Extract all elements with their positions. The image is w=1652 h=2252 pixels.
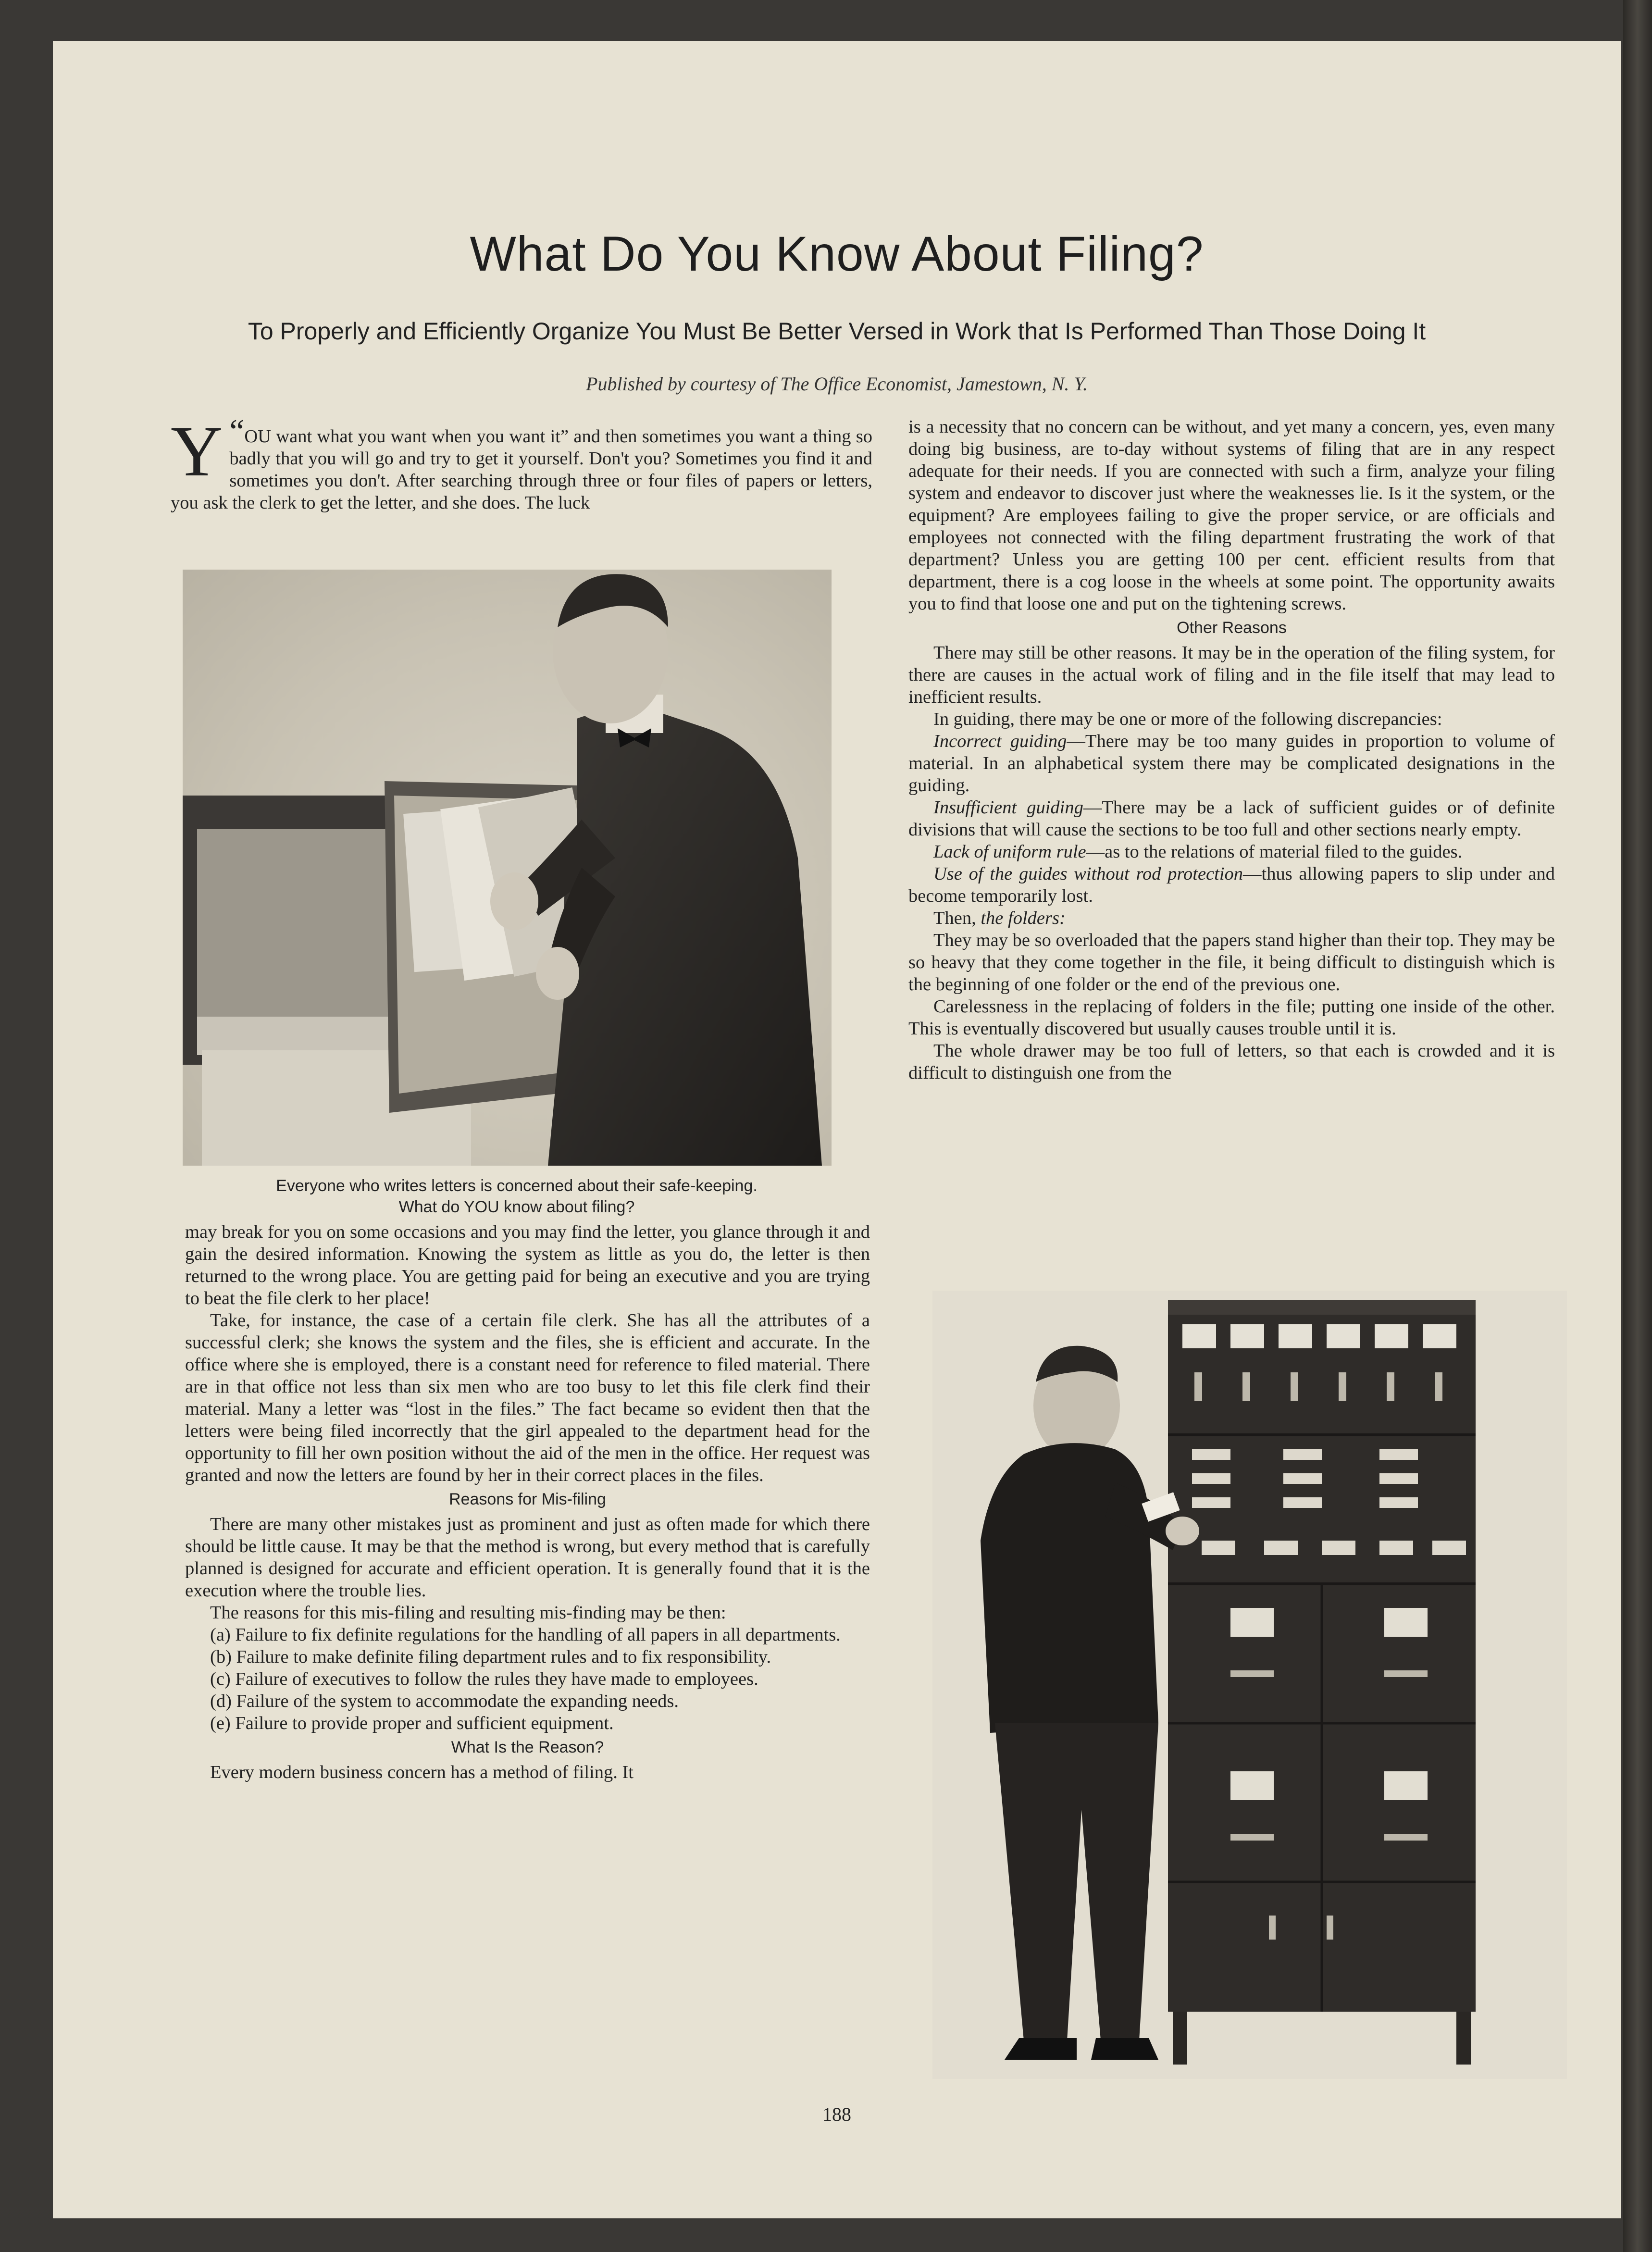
guiding-rod-protection bbox=[908, 863, 1555, 907]
right-paragraph-3: In guiding, there may be one or more of the following discrepancies: bbox=[933, 709, 1442, 729]
then-prefix: Then, bbox=[933, 908, 981, 928]
article-credit: Published by courtesy of The Office Economist, Jamestown, N. Y. bbox=[586, 373, 1088, 395]
photo-man-at-filing-cabinet bbox=[932, 1291, 1567, 2079]
drop-cap: Y bbox=[171, 411, 223, 491]
right-paragraph-6: The whole drawer may be too full of letters, so that each is crowded and it is difficult to distinguish one from the bbox=[908, 1041, 1555, 1083]
reason-d: (d) Failure of the system to accommodate the expanding needs. bbox=[210, 1691, 679, 1711]
photo-man-at-file-drawer bbox=[183, 570, 832, 1166]
left-paragraph-4: The reasons for this mis-filing and resulting mis-finding may be then: bbox=[210, 1603, 726, 1623]
right-paragraph-4: They may be so overloaded that the papers stand higher than their top. They may be so heavy that they come together in the file, it being difficult to distinguish which is the beginning of one folder or the end of the previous one. bbox=[908, 930, 1555, 995]
article-subtitle: To Properly and Efficiently Organize You Must Be Better Versed in Work that Is Performed Than Those Doing It bbox=[248, 318, 1426, 345]
magazine-page bbox=[53, 41, 1621, 2218]
caption-line-2: What do YOU know about filing? bbox=[398, 1198, 635, 1216]
reason-c: (c) Failure of executives to follow the rules they have made to employees. bbox=[210, 1669, 758, 1689]
term-lack-uniform-rule: Lack of uniform rule bbox=[933, 842, 1086, 862]
open-quote: “ bbox=[229, 413, 245, 450]
left-intro bbox=[171, 411, 872, 514]
article-title: What Do You Know About Filing? bbox=[470, 226, 1204, 281]
then-folders bbox=[908, 907, 1555, 929]
guiding-insufficient bbox=[908, 796, 1555, 841]
term-insufficient-guiding: Insufficient guiding bbox=[933, 797, 1083, 818]
caption-line-1: Everyone who writes letters is concerned about their safe-keeping. bbox=[276, 1177, 758, 1195]
filing-cabinet-illustration bbox=[932, 1291, 1567, 2079]
right-body bbox=[908, 416, 1555, 1084]
left-paragraph-1: may break for you on some occasions and you may find the letter, you glance through it and gain the desired information. Knowing the system as little as you do, the letter is then returned to the wrong place. You are getting paid for being an executive and you are trying to beat the file clerk to her place! bbox=[185, 1222, 870, 1308]
heading-what-is-reason: What Is the Reason? bbox=[451, 1738, 604, 1756]
text-incorrect-guiding: —There may be too many guides in proportion to volume of material. In an alphabetical system there may be complicated designations in the guiding. bbox=[908, 731, 1555, 796]
left-paragraph-3: There are many other mistakes just as prominent and just as often made for which there should be little cause. It may be that the method is wrong, but every method that is carefully planned is designed for accurate and efficient operation. It is generally found that it is the execution where the trouble lies. bbox=[185, 1514, 870, 1601]
heading-other-reasons: Other Reasons bbox=[1177, 619, 1287, 637]
text-rod-protection: —thus allowing papers to slip under and become temporarily lost. bbox=[908, 864, 1555, 906]
right-paragraph-1: is a necessity that no concern can be without, and yet many a concern, yes, even many doing big business, are to-day without systems of filing that are in any respect adequate for their needs. If you are connected with such a firm, analyze your filing system and endeavor to discover just where the weaknesses lie. Is it the system, or the equipment? Are employees failing to give the proper service, or are officials and employees not connected with the filing department frustrating the work of that department? Unless you are getting 100 per cent. efficient results from that department, there is a cog loose in the wheels at some point. The opportunity awaits you to find that loose one and put on the tightening screws. bbox=[908, 417, 1555, 614]
reason-b: (b) Failure to make definite filing department rules and to fix responsibility. bbox=[210, 1647, 771, 1667]
term-rod-protection: Use of the guides without rod protection bbox=[933, 864, 1243, 884]
page-number: 188 bbox=[822, 2103, 851, 2125]
reason-a: (a) Failure to fix definite regulations for the handling of all papers in all departments. bbox=[210, 1625, 841, 1645]
left-paragraph-5: Every modern business concern has a method of filing. It bbox=[210, 1762, 633, 1782]
text-lack-uniform-rule: —as to the relations of material filed to the guides. bbox=[1086, 842, 1463, 862]
text-insufficient-guiding: —There may be a lack of sufficient guides or of definite divisions that will cause the sections to be too full and other sections nearly empty. bbox=[908, 797, 1555, 840]
term-folders: the folders: bbox=[981, 908, 1066, 928]
photo1-caption bbox=[173, 1175, 860, 1218]
term-incorrect-guiding: Incorrect guiding bbox=[933, 731, 1067, 751]
left-body bbox=[185, 1221, 870, 1783]
right-paragraph-5: Carelessness in the replacing of folders in the file; putting one inside of the other. This is eventually discovered but usually causes trouble until it is. bbox=[908, 996, 1555, 1039]
intro-paragraph: OU want what you want when you want it” and then sometimes you want a thing so badly that you will go and try to get it yourself. Don't you? Sometimes you find it and sometimes you don't. After searching through three or four files of papers or letters, you ask the clerk to get the letter, and she does. The luck bbox=[171, 426, 872, 513]
man-filing-illustration bbox=[183, 570, 832, 1166]
binding-spine bbox=[1623, 0, 1652, 2252]
heading-reasons-misfiling: Reasons for Mis-filing bbox=[449, 1490, 606, 1508]
reason-e: (e) Failure to provide proper and sufficient equipment. bbox=[210, 1713, 614, 1733]
guiding-incorrect bbox=[908, 730, 1555, 796]
right-paragraph-2: There may still be other reasons. It may be in the operation of the filing system, for there are causes in the actual work of filing and in the file itself that may lead to inefficient results. bbox=[908, 643, 1555, 707]
left-paragraph-2: Take, for instance, the case of a certain file clerk. She has all the attributes of a successful clerk; she knows the system and the files, she is efficient and accurate. In the office where she is employed, there is a constant need for reference to filed material. There are in that office not less than six men who are too busy to let this file clerk find their material. Many a letter was “lost in the files.” The fact became so evident then that the letters were being filed incorrectly that the girl appealed to the department head for the opportunity to fill her own position without the aid of the men in the office. Her request was granted and now the letters are found by her in their correct places in the files. bbox=[185, 1310, 870, 1485]
guiding-uniform-rule bbox=[908, 841, 1555, 863]
